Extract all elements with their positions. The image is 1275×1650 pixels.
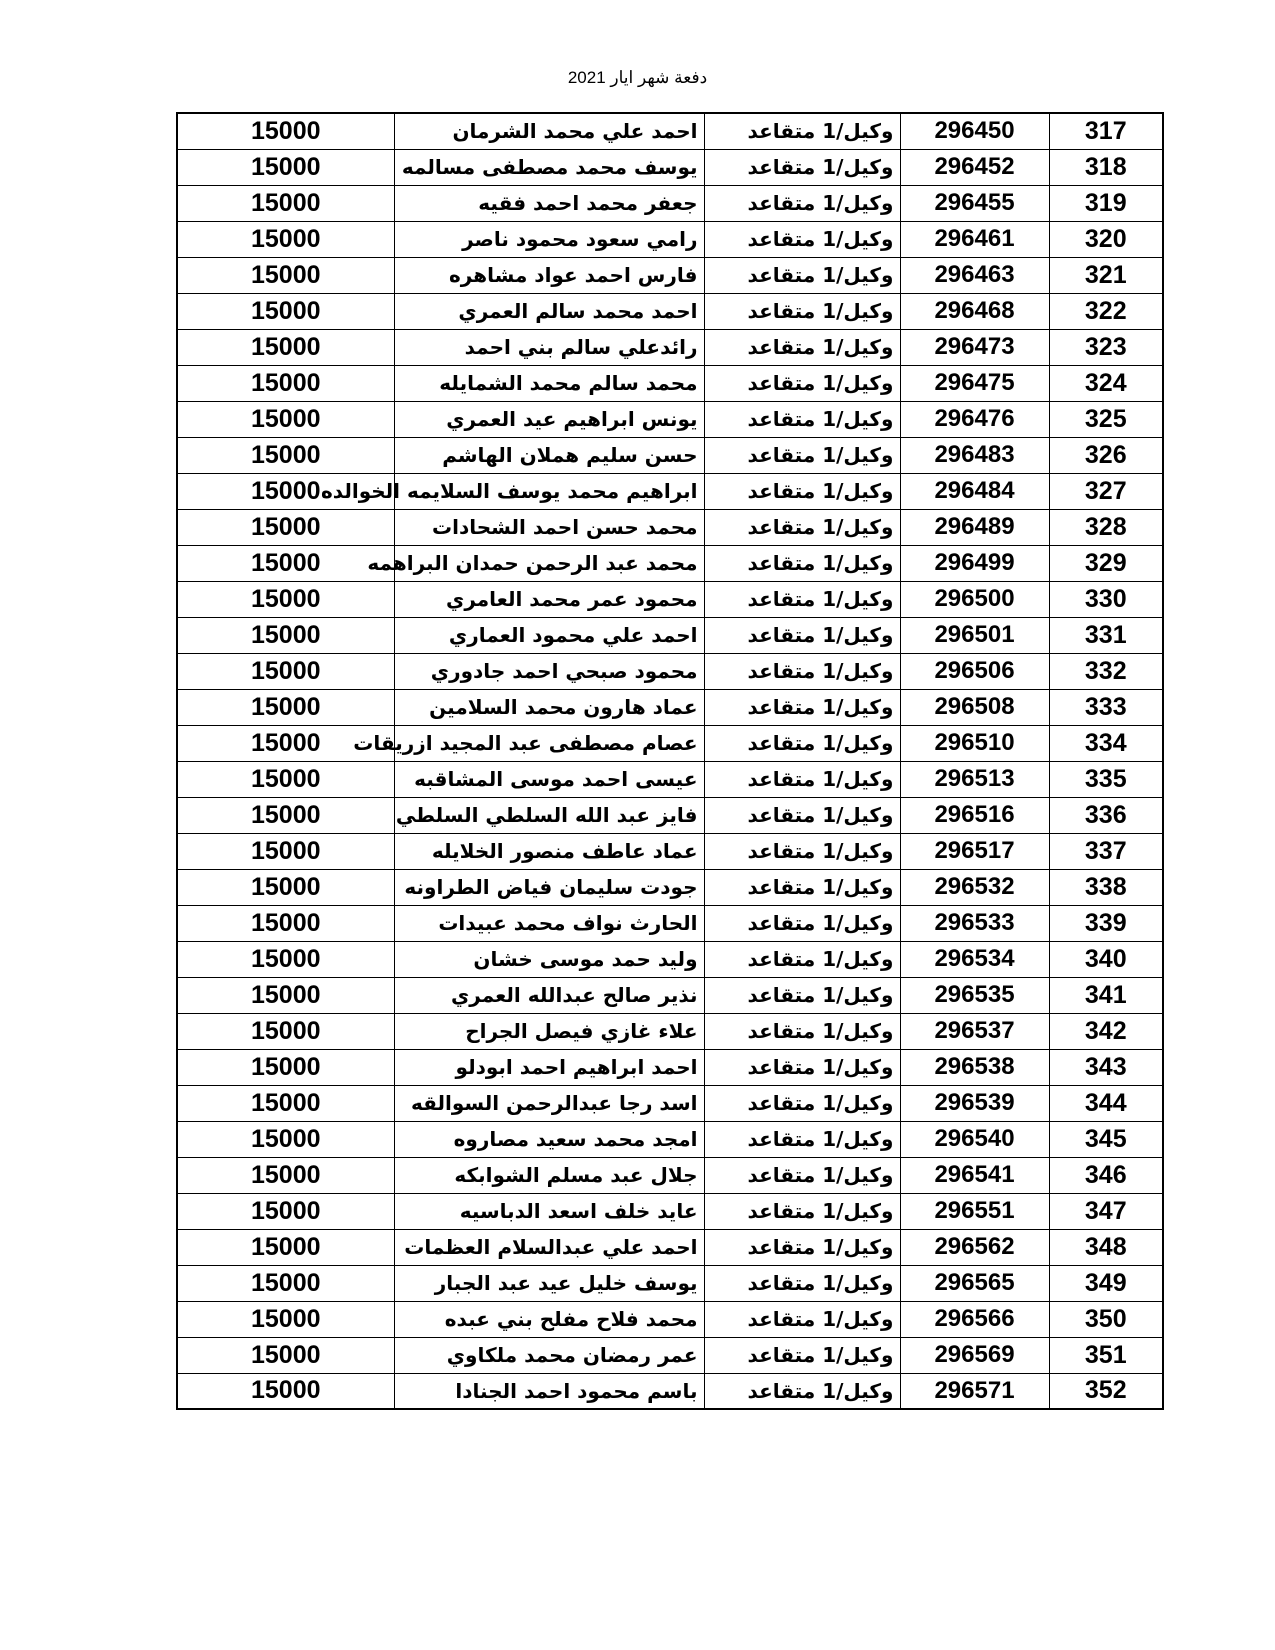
person-name-cell: احمد ابراهيم احمد ابودلو xyxy=(394,1049,704,1085)
id-number-cell: 296541 xyxy=(900,1157,1049,1193)
person-name-cell: يوسف محمد مصطفى مسالمه xyxy=(394,149,704,185)
person-name-cell: محمد حسن احمد الشحادات xyxy=(394,509,704,545)
category-cell: وكيل/1 متقاعد xyxy=(704,581,900,617)
row-number-cell: 325 xyxy=(1049,401,1163,437)
category-cell: وكيل/1 متقاعد xyxy=(704,545,900,581)
amount-cell: 15000 xyxy=(177,977,394,1013)
amount-cell: 15000 xyxy=(177,869,394,905)
category-cell: وكيل/1 متقاعد xyxy=(704,1049,900,1085)
category-cell: وكيل/1 متقاعد xyxy=(704,1085,900,1121)
person-name-cell: رائدعلي سالم بني احمد xyxy=(394,329,704,365)
category-cell: وكيل/1 متقاعد xyxy=(704,653,900,689)
person-name-cell: امجد محمد سعيد مصاروه xyxy=(394,1121,704,1157)
category-cell: وكيل/1 متقاعد xyxy=(704,905,900,941)
row-number-cell: 346 xyxy=(1049,1157,1163,1193)
row-number-cell: 318 xyxy=(1049,149,1163,185)
table-row xyxy=(177,941,1163,977)
table-row xyxy=(177,509,1163,545)
id-number-cell: 296452 xyxy=(900,149,1049,185)
row-number-cell: 317 xyxy=(1049,113,1163,149)
person-name-cell: علاء غازي فيصل الجراح xyxy=(394,1013,704,1049)
id-number-cell: 296500 xyxy=(900,581,1049,617)
category-cell: وكيل/1 متقاعد xyxy=(704,725,900,761)
person-name-cell: وليد حمد موسى خشان xyxy=(394,941,704,977)
row-number-cell: 351 xyxy=(1049,1337,1163,1373)
amount-cell: 15000 xyxy=(177,1301,394,1337)
category-cell: وكيل/1 متقاعد xyxy=(704,617,900,653)
person-name-cell: احمد علي محمد الشرمان xyxy=(394,113,704,149)
row-number-cell: 347 xyxy=(1049,1193,1163,1229)
table-row xyxy=(177,1085,1163,1121)
row-number-cell: 332 xyxy=(1049,653,1163,689)
id-number-cell: 296501 xyxy=(900,617,1049,653)
id-number-cell: 296516 xyxy=(900,797,1049,833)
amount-cell: 15000 xyxy=(177,941,394,977)
row-number-cell: 339 xyxy=(1049,905,1163,941)
amount-cell: 15000 xyxy=(177,221,394,257)
amount-cell: 15000 xyxy=(177,509,394,545)
table-row xyxy=(177,977,1163,1013)
id-number-cell: 296535 xyxy=(900,977,1049,1013)
id-number-cell: 296565 xyxy=(900,1265,1049,1301)
amount-cell: 15000 xyxy=(177,1157,394,1193)
category-cell: وكيل/1 متقاعد xyxy=(704,185,900,221)
id-number-cell: 296473 xyxy=(900,329,1049,365)
table-row xyxy=(177,293,1163,329)
id-number-cell: 296483 xyxy=(900,437,1049,473)
table-row xyxy=(177,761,1163,797)
id-number-cell: 296499 xyxy=(900,545,1049,581)
table-row xyxy=(177,1013,1163,1049)
row-number-cell: 352 xyxy=(1049,1373,1163,1409)
amount-cell: 15000 xyxy=(177,293,394,329)
amount-cell: 15000 xyxy=(177,1265,394,1301)
category-cell: وكيل/1 متقاعد xyxy=(704,473,900,509)
category-cell: وكيل/1 متقاعد xyxy=(704,833,900,869)
person-name-cell: عصام مصطفى عبد المجيد ازريقات xyxy=(394,725,704,761)
person-name-cell: عايد خلف اسعد الدباسيه xyxy=(394,1193,704,1229)
person-name-cell: الحارث نواف محمد عبيدات xyxy=(394,905,704,941)
table-row xyxy=(177,833,1163,869)
category-cell: وكيل/1 متقاعد xyxy=(704,1265,900,1301)
row-number-cell: 320 xyxy=(1049,221,1163,257)
category-cell: وكيل/1 متقاعد xyxy=(704,1337,900,1373)
category-cell: وكيل/1 متقاعد xyxy=(704,1121,900,1157)
row-number-cell: 334 xyxy=(1049,725,1163,761)
id-number-cell: 296468 xyxy=(900,293,1049,329)
id-number-cell: 296517 xyxy=(900,833,1049,869)
table-row xyxy=(177,221,1163,257)
category-cell: وكيل/1 متقاعد xyxy=(704,797,900,833)
table-row xyxy=(177,1229,1163,1265)
row-number-cell: 336 xyxy=(1049,797,1163,833)
amount-cell: 15000 xyxy=(177,149,394,185)
category-cell: وكيل/1 متقاعد xyxy=(704,149,900,185)
category-cell: وكيل/1 متقاعد xyxy=(704,221,900,257)
table-row xyxy=(177,1265,1163,1301)
table-row xyxy=(177,725,1163,761)
category-cell: وكيل/1 متقاعد xyxy=(704,1013,900,1049)
row-number-cell: 329 xyxy=(1049,545,1163,581)
amount-cell: 15000 xyxy=(177,1085,394,1121)
table-row xyxy=(177,797,1163,833)
id-number-cell: 296539 xyxy=(900,1085,1049,1121)
amount-cell: 15000 xyxy=(177,473,394,509)
table-row xyxy=(177,149,1163,185)
row-number-cell: 331 xyxy=(1049,617,1163,653)
id-number-cell: 296532 xyxy=(900,869,1049,905)
row-number-cell: 343 xyxy=(1049,1049,1163,1085)
amount-cell: 15000 xyxy=(177,833,394,869)
category-cell: وكيل/1 متقاعد xyxy=(704,977,900,1013)
row-number-cell: 345 xyxy=(1049,1121,1163,1157)
person-name-cell: يوسف خليل عيد عبد الجبار xyxy=(394,1265,704,1301)
table-row xyxy=(177,1373,1163,1409)
row-number-cell: 322 xyxy=(1049,293,1163,329)
amount-cell: 15000 xyxy=(177,1229,394,1265)
table-row xyxy=(177,329,1163,365)
table-row xyxy=(177,257,1163,293)
category-cell: وكيل/1 متقاعد xyxy=(704,1193,900,1229)
person-name-cell: عماد هارون محمد السلامين xyxy=(394,689,704,725)
table-row xyxy=(177,581,1163,617)
amount-cell: 15000 xyxy=(177,725,394,761)
id-number-cell: 296475 xyxy=(900,365,1049,401)
row-number-cell: 340 xyxy=(1049,941,1163,977)
person-name-cell: احمد علي عبدالسلام العظمات xyxy=(394,1229,704,1265)
id-number-cell: 296540 xyxy=(900,1121,1049,1157)
row-number-cell: 321 xyxy=(1049,257,1163,293)
id-number-cell: 296571 xyxy=(900,1373,1049,1409)
id-number-cell: 296562 xyxy=(900,1229,1049,1265)
id-number-cell: 296569 xyxy=(900,1337,1049,1373)
row-number-cell: 335 xyxy=(1049,761,1163,797)
person-name-cell: محمود صبحي احمد جادوري xyxy=(394,653,704,689)
category-cell: وكيل/1 متقاعد xyxy=(704,1301,900,1337)
category-cell: وكيل/1 متقاعد xyxy=(704,365,900,401)
id-number-cell: 296566 xyxy=(900,1301,1049,1337)
person-name-cell: ابراهيم محمد يوسف السلايمه الخوالده xyxy=(394,473,704,509)
row-number-cell: 330 xyxy=(1049,581,1163,617)
table-row xyxy=(177,545,1163,581)
id-number-cell: 296476 xyxy=(900,401,1049,437)
person-name-cell: اسد رجا عبدالرحمن السوالقه xyxy=(394,1085,704,1121)
category-cell: وكيل/1 متقاعد xyxy=(704,1229,900,1265)
amount-cell: 15000 xyxy=(177,1013,394,1049)
row-number-cell: 344 xyxy=(1049,1085,1163,1121)
table-row xyxy=(177,365,1163,401)
person-name-cell: يونس ابراهيم عيد العمري xyxy=(394,401,704,437)
row-number-cell: 324 xyxy=(1049,365,1163,401)
id-number-cell: 296537 xyxy=(900,1013,1049,1049)
row-number-cell: 341 xyxy=(1049,977,1163,1013)
person-name-cell: احمد علي محمود العماري xyxy=(394,617,704,653)
amount-cell: 15000 xyxy=(177,365,394,401)
amount-cell: 15000 xyxy=(177,1049,394,1085)
amount-cell: 15000 xyxy=(177,1373,394,1409)
category-cell: وكيل/1 متقاعد xyxy=(704,401,900,437)
row-number-cell: 328 xyxy=(1049,509,1163,545)
payroll-table xyxy=(176,112,1164,1410)
category-cell: وكيل/1 متقاعد xyxy=(704,761,900,797)
person-name-cell: محمد سالم محمد الشمايله xyxy=(394,365,704,401)
person-name-cell: محمد عبد الرحمن حمدان البراهمه xyxy=(394,545,704,581)
id-number-cell: 296506 xyxy=(900,653,1049,689)
id-number-cell: 296551 xyxy=(900,1193,1049,1229)
category-cell: وكيل/1 متقاعد xyxy=(704,113,900,149)
amount-cell: 15000 xyxy=(177,581,394,617)
person-name-cell: جودت سليمان فياض الطراونه xyxy=(394,869,704,905)
table-row xyxy=(177,437,1163,473)
row-number-cell: 349 xyxy=(1049,1265,1163,1301)
amount-cell: 15000 xyxy=(177,437,394,473)
table-row xyxy=(177,653,1163,689)
amount-cell: 15000 xyxy=(177,761,394,797)
page-title: دفعة شهر ايار 2021 xyxy=(567,68,708,87)
table-row xyxy=(177,1301,1163,1337)
table-row xyxy=(177,1049,1163,1085)
id-number-cell: 296484 xyxy=(900,473,1049,509)
table-row xyxy=(177,1157,1163,1193)
person-name-cell: فارس احمد عواد مشاهره xyxy=(394,257,704,293)
id-number-cell: 296455 xyxy=(900,185,1049,221)
id-number-cell: 296510 xyxy=(900,725,1049,761)
table-row xyxy=(177,185,1163,221)
person-name-cell: جعفر محمد احمد فقيه xyxy=(394,185,704,221)
category-cell: وكيل/1 متقاعد xyxy=(704,1157,900,1193)
amount-cell: 15000 xyxy=(177,1193,394,1229)
category-cell: وكيل/1 متقاعد xyxy=(704,1373,900,1409)
row-number-cell: 338 xyxy=(1049,869,1163,905)
category-cell: وكيل/1 متقاعد xyxy=(704,941,900,977)
row-number-cell: 337 xyxy=(1049,833,1163,869)
person-name-cell: حسن سليم هملان الهاشم xyxy=(394,437,704,473)
amount-cell: 15000 xyxy=(177,545,394,581)
table-row xyxy=(177,905,1163,941)
amount-cell: 15000 xyxy=(177,653,394,689)
table-row xyxy=(177,401,1163,437)
amount-cell: 15000 xyxy=(177,401,394,437)
person-name-cell: باسم محمود احمد الجنادا xyxy=(394,1373,704,1409)
amount-cell: 15000 xyxy=(177,257,394,293)
id-number-cell: 296513 xyxy=(900,761,1049,797)
table-row xyxy=(177,617,1163,653)
amount-cell: 15000 xyxy=(177,1337,394,1373)
category-cell: وكيل/1 متقاعد xyxy=(704,869,900,905)
table-row xyxy=(177,869,1163,905)
row-number-cell: 319 xyxy=(1049,185,1163,221)
person-name-cell: محمد فلاح مفلح بني عبده xyxy=(394,1301,704,1337)
category-cell: وكيل/1 متقاعد xyxy=(704,293,900,329)
id-number-cell: 296538 xyxy=(900,1049,1049,1085)
row-number-cell: 350 xyxy=(1049,1301,1163,1337)
row-number-cell: 323 xyxy=(1049,329,1163,365)
category-cell: وكيل/1 متقاعد xyxy=(704,437,900,473)
row-number-cell: 326 xyxy=(1049,437,1163,473)
amount-cell: 15000 xyxy=(177,185,394,221)
amount-cell: 15000 xyxy=(177,617,394,653)
id-number-cell: 296533 xyxy=(900,905,1049,941)
id-number-cell: 296534 xyxy=(900,941,1049,977)
row-number-cell: 342 xyxy=(1049,1013,1163,1049)
id-number-cell: 296508 xyxy=(900,689,1049,725)
amount-cell: 15000 xyxy=(177,329,394,365)
id-number-cell: 296463 xyxy=(900,257,1049,293)
person-name-cell: عماد عاطف منصور الخلايله xyxy=(394,833,704,869)
table-row xyxy=(177,1121,1163,1157)
id-number-cell: 296461 xyxy=(900,221,1049,257)
table-body xyxy=(177,113,1163,1409)
id-number-cell: 296489 xyxy=(900,509,1049,545)
person-name-cell: محمود عمر محمد العامري xyxy=(394,581,704,617)
person-name-cell: نذير صالح عبدالله العمري xyxy=(394,977,704,1013)
row-number-cell: 333 xyxy=(1049,689,1163,725)
person-name-cell: رامي سعود محمود ناصر xyxy=(394,221,704,257)
table-row xyxy=(177,1193,1163,1229)
table-row xyxy=(177,473,1163,509)
row-number-cell: 327 xyxy=(1049,473,1163,509)
row-number-cell: 348 xyxy=(1049,1229,1163,1265)
table-row xyxy=(177,689,1163,725)
table-row xyxy=(177,113,1163,149)
category-cell: وكيل/1 متقاعد xyxy=(704,329,900,365)
person-name-cell: جلال عبد مسلم الشوابكه xyxy=(394,1157,704,1193)
table-row xyxy=(177,1337,1163,1373)
amount-cell: 15000 xyxy=(177,689,394,725)
person-name-cell: فايز عبد الله السلطي السلطي xyxy=(394,797,704,833)
amount-cell: 15000 xyxy=(177,905,394,941)
person-name-cell: احمد محمد سالم العمري xyxy=(394,293,704,329)
amount-cell: 15000 xyxy=(177,797,394,833)
category-cell: وكيل/1 متقاعد xyxy=(704,257,900,293)
person-name-cell: عمر رمضان محمد ملكاوي xyxy=(394,1337,704,1373)
person-name-cell: عيسى احمد موسى المشاقبه xyxy=(394,761,704,797)
amount-cell: 15000 xyxy=(177,1121,394,1157)
category-cell: وكيل/1 متقاعد xyxy=(704,689,900,725)
amount-cell: 15000 xyxy=(177,113,394,149)
category-cell: وكيل/1 متقاعد xyxy=(704,509,900,545)
id-number-cell: 296450 xyxy=(900,113,1049,149)
